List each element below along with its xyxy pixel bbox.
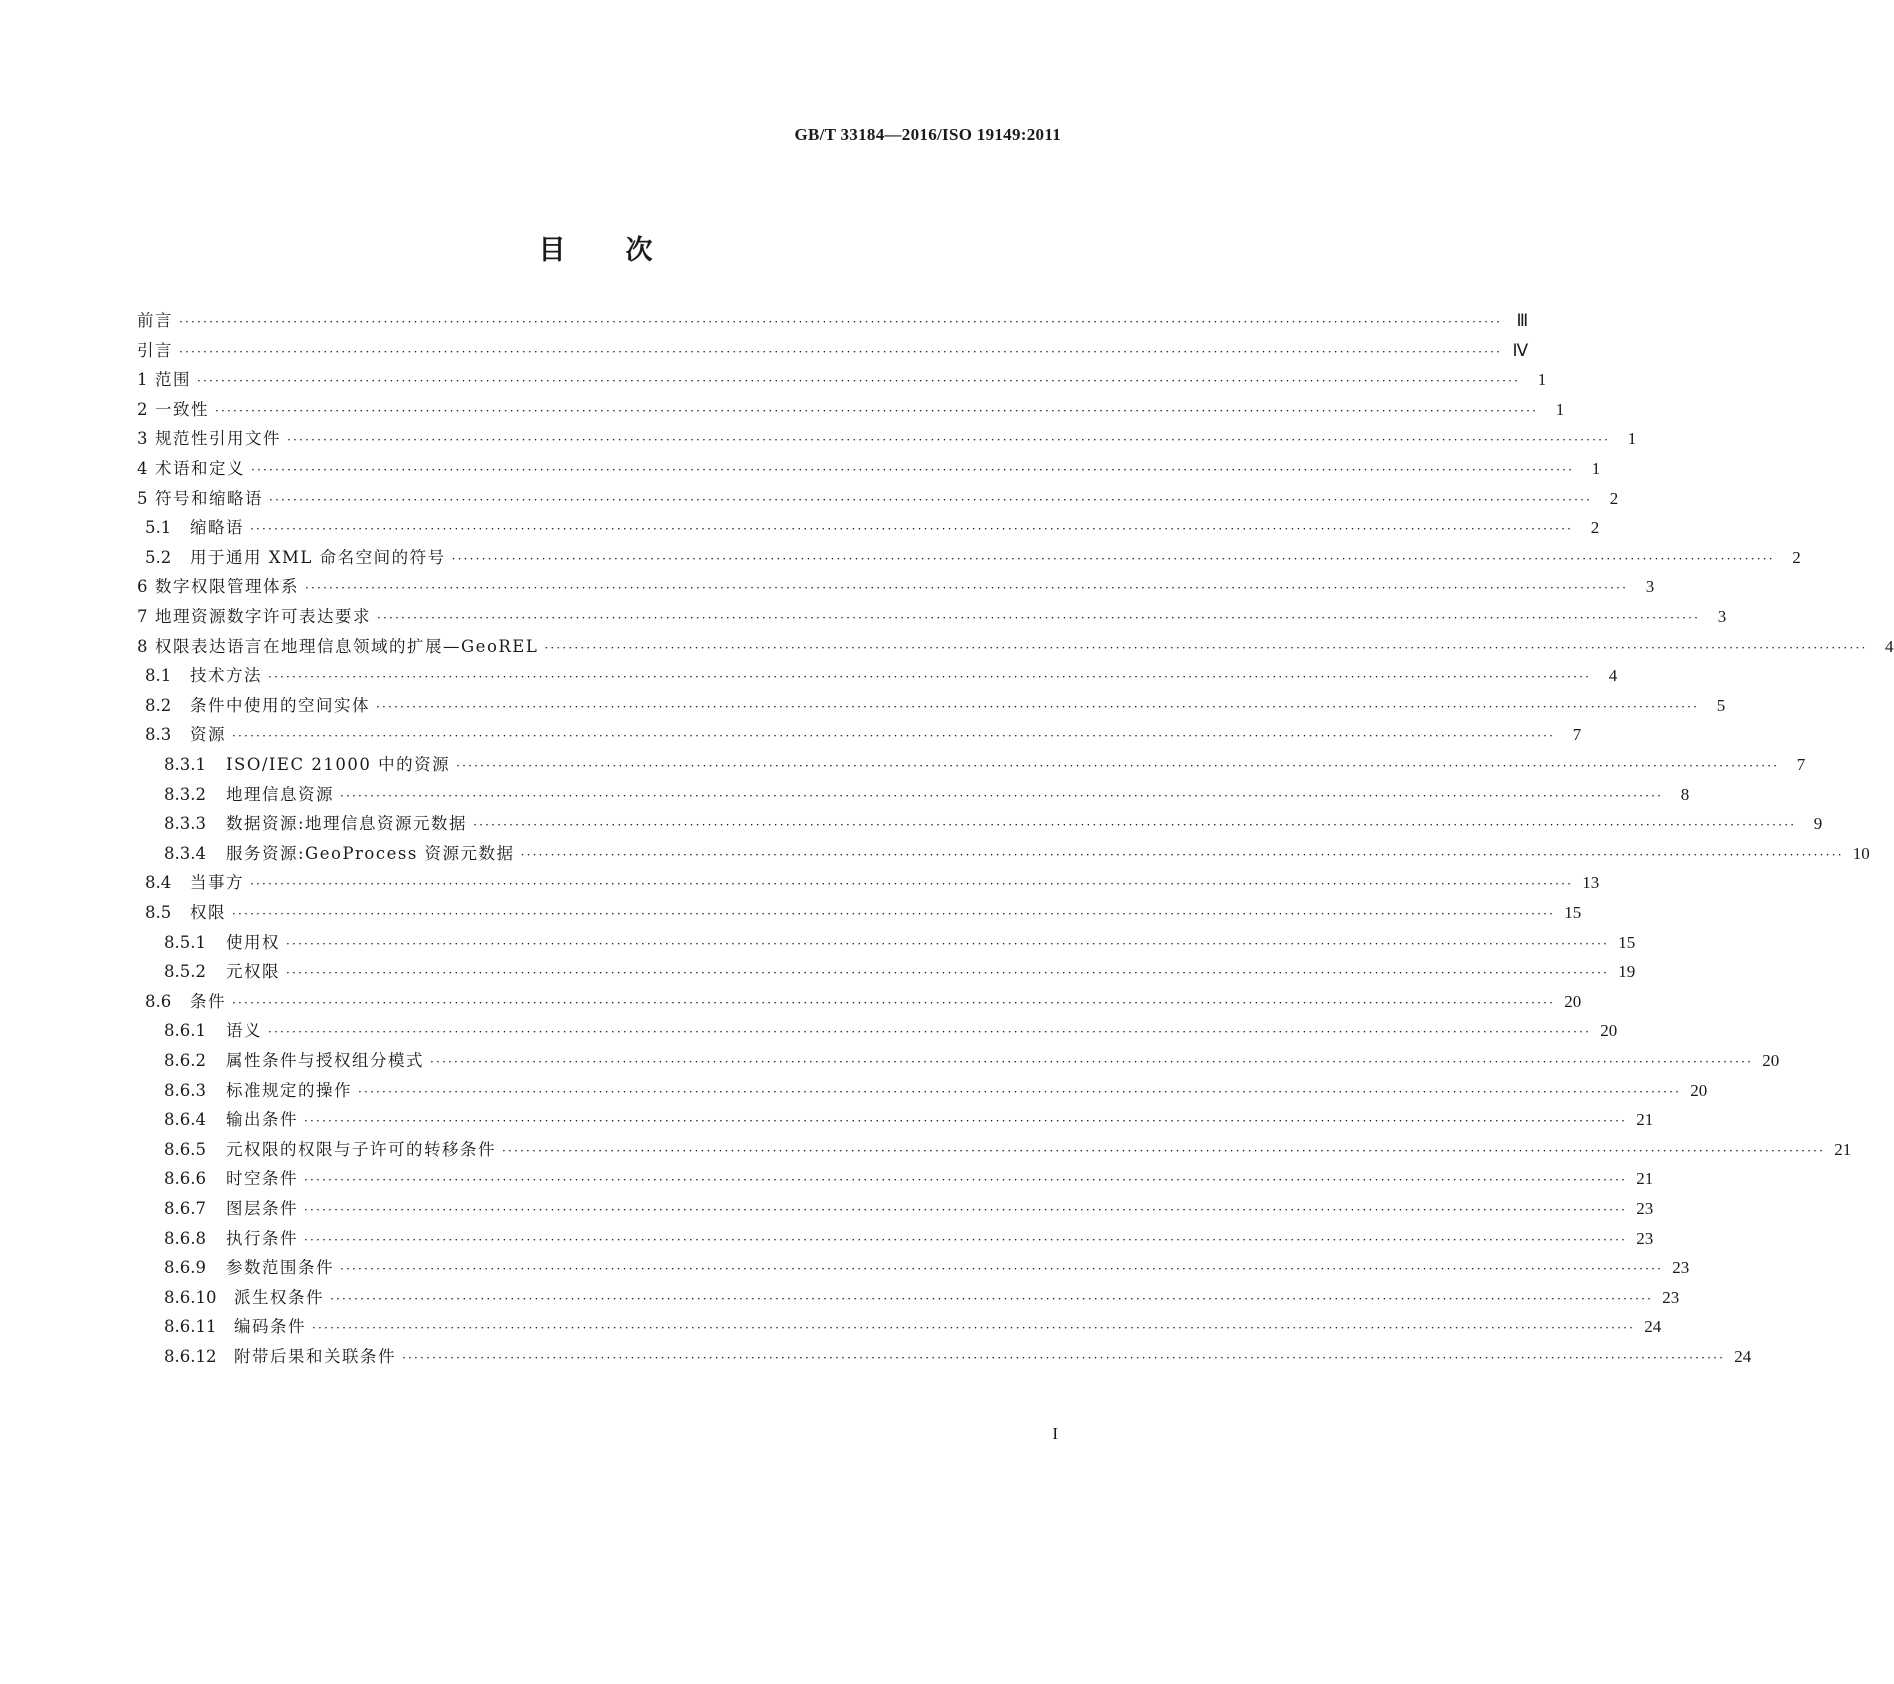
standard-code: GB/T 33184—2016/ISO 19149:2011 [794, 125, 1061, 144]
toc-entry-title: 地理信息资源 [226, 784, 334, 804]
toc-leader-dots: ···························································································································································································································· [287, 433, 1611, 448]
toc-entry-page: Ⅳ [1512, 340, 1529, 360]
toc-entry[interactable] [137, 1285, 1680, 1311]
toc-entry-title: 语义 [226, 1021, 262, 1041]
toc-entry-number: 1 [137, 370, 148, 390]
toc-entry-title: 编码条件 [234, 1317, 306, 1337]
toc-leader-dots: ···························································································································································································································· [376, 699, 1700, 714]
toc-entry-page: 23 [1672, 1258, 1690, 1278]
toc-entry-page: 9 [1813, 814, 1823, 834]
toc-entry-page: 1 [1537, 370, 1547, 390]
toc-entry-title: 条件 [190, 991, 226, 1011]
toc-entry-page: Ⅲ [1516, 311, 1529, 330]
toc-leader-dots: ···························································································································································································································· [304, 1173, 1628, 1188]
toc-entry-title: 附带后果和关联条件 [234, 1347, 396, 1366]
toc-leader-dots: ···························································································································································································································· [544, 640, 1868, 655]
toc-entry[interactable] [137, 1255, 1690, 1281]
toc-entry-number: 8.5.1 [164, 932, 206, 952]
toc-leader-dots: ···························································································································································································································· [286, 936, 1610, 951]
toc-entry-page: 2 [1590, 518, 1600, 538]
toc-entry-page: 7 [1572, 725, 1582, 745]
toc-entry-page: 23 [1636, 1199, 1654, 1218]
toc-entry[interactable] [137, 989, 1582, 1015]
toc-entry[interactable] [137, 397, 1565, 423]
toc-entry-title: 数据资源:地理信息资源元数据 [226, 814, 468, 834]
toc-entry[interactable] [137, 811, 1823, 837]
toc-entry-title: 服务资源:GeoProcess 资源元数据 [226, 843, 515, 863]
toc-entry-title: 符号和缩略语 [155, 488, 263, 508]
toc-leader-dots: ···························································································································································································································· [304, 1232, 1628, 1247]
toc-entry-page: 1 [1627, 429, 1637, 449]
toc-entry-title: 术语和定义 [155, 459, 245, 478]
toc-entry-number: 8.5 [145, 903, 172, 922]
toc-entry-title: 数字权限管理体系 [155, 577, 299, 597]
toc-entry-title: ISO/IEC 21000 中的资源 [226, 755, 451, 774]
toc-entry-title: 当事方 [190, 873, 244, 893]
toc-entry-page: 2 [1609, 488, 1619, 508]
toc-entry-number: 8.3.2 [164, 784, 206, 804]
toc-leader-dots: ···························································································································································································································· [402, 1351, 1726, 1365]
page-number: I [1052, 1424, 1058, 1443]
toc-leader-dots: ···························································································································································································································· [179, 344, 1503, 359]
toc-entry-page: 19 [1618, 962, 1636, 982]
toc-leader-dots: ···························································································································································································································· [179, 315, 1503, 329]
toc-entry[interactable] [137, 722, 1582, 748]
toc-entry-page: 2 [1792, 547, 1801, 567]
toc-entry-number: 8 [137, 636, 148, 656]
toc-entry-title: 图层条件 [226, 1199, 298, 1218]
toc-entry-page: 3 [1645, 577, 1655, 597]
toc-entry-title: 技术方法 [190, 666, 262, 686]
toc-entry-title: 执行条件 [226, 1228, 298, 1248]
toc-entry-number: 8.4 [145, 873, 172, 893]
toc-entry-number: 8.6 [145, 991, 172, 1011]
toc-entry[interactable] [137, 574, 1655, 600]
toc-leader-dots: ···························································································································································································································· [232, 729, 1556, 744]
toc-entry[interactable] [137, 870, 1600, 896]
toc-entry-page: 4 [1885, 636, 1894, 656]
toc-entry[interactable] [137, 1166, 1654, 1192]
toc-entry-number: 8.6.4 [164, 1110, 206, 1130]
toc-entry-title: 规范性引用文件 [155, 429, 281, 449]
toc-entry-title: 元权限 [226, 962, 280, 982]
toc-entry-title: 权限表达语言在地理信息领域的扩展—GeoREL [155, 636, 539, 656]
toc-entry[interactable] [137, 634, 1894, 660]
toc-entry-page: 20 [1564, 991, 1582, 1011]
toc-entry-title: 属性条件与授权组分模式 [226, 1051, 424, 1070]
toc-leader-dots: ···························································································································································································································· [269, 492, 1593, 507]
toc-entry-title: 地理资源数字许可表达要求 [155, 607, 371, 626]
toc-entry-number: 4 [137, 459, 148, 478]
toc-entry-page: 7 [1796, 755, 1806, 774]
toc-entry-page: 24 [1644, 1317, 1662, 1337]
toc-entry-title: 范围 [155, 370, 191, 390]
toc-entry-title: 时空条件 [226, 1169, 298, 1189]
toc-entry-number: 8.3.3 [164, 814, 206, 834]
toc-entry[interactable] [137, 308, 1529, 334]
toc-leader-dots: ···························································································································································································································· [304, 1203, 1628, 1217]
toc-entry-number: 8.3 [145, 725, 172, 745]
toc-entry-page: 1 [1555, 399, 1565, 419]
toc-entry[interactable] [137, 456, 1601, 482]
toc-entry-title: 输出条件 [226, 1110, 298, 1130]
toc-entry[interactable] [137, 1226, 1654, 1252]
toc-entry[interactable] [137, 900, 1582, 926]
toc-entry-title: 参数范围条件 [226, 1258, 334, 1278]
toc-leader-dots: ···························································································································································································································· [520, 847, 1844, 862]
toc-leader-dots: ···························································································································································································································· [502, 1143, 1826, 1158]
toc-entry-title: 条件中使用的空间实体 [190, 695, 370, 715]
toc-entry[interactable] [137, 1137, 1852, 1163]
toc-leader-dots: ···························································································································································································································· [312, 1321, 1636, 1336]
toc-entry-number: 8.6.2 [164, 1051, 206, 1070]
toc-entry-title: 派生权条件 [234, 1287, 324, 1307]
toc-entry-number: 8.3.4 [164, 843, 206, 863]
toc-entry[interactable] [137, 486, 1619, 512]
toc-entry[interactable] [137, 1078, 1708, 1104]
toc-leader-dots: ···························································································································································································································· [250, 522, 1574, 537]
toc-entry-number: 8.6.10 [164, 1287, 217, 1307]
toc-entry-number: 8.6.9 [164, 1258, 206, 1278]
toc-entry-page: 21 [1636, 1169, 1654, 1189]
toc-leader-dots: ···························································································································································································································· [340, 1262, 1664, 1277]
toc-entry-title: 权限 [190, 903, 226, 922]
toc-entry[interactable] [137, 604, 1727, 630]
toc-leader-dots: ···························································································································································································································· [430, 1055, 1754, 1069]
toc-entry-page: 8 [1680, 784, 1690, 804]
toc-entry-title: 元权限的权限与子许可的转移条件 [226, 1139, 496, 1159]
toc-leader-dots: ···························································································································································································································· [268, 670, 1592, 685]
toc-entry-number: 8.6.8 [164, 1228, 206, 1248]
toc-leader-dots: ···························································································································································································································· [377, 611, 1701, 625]
toc-entry-number: 3 [137, 429, 148, 449]
toc-entry-number: 8.6.7 [164, 1199, 206, 1218]
toc-entry-number: 5.2 [145, 547, 172, 567]
toc-entry-title: 一致性 [155, 399, 209, 419]
toc-leader-dots: ···························································································································································································································· [340, 788, 1664, 803]
toc-entry-number: 8.5.2 [164, 962, 206, 982]
toc-entry-page: 1 [1591, 459, 1601, 478]
toc-leader-dots: ···························································································································································································································· [451, 551, 1775, 566]
toc-entry-title: 前言 [137, 311, 173, 330]
toc-leader-dots: ···························································································································································································································· [305, 581, 1629, 596]
toc-entry[interactable] [137, 1048, 1780, 1074]
toc-entry[interactable] [137, 515, 1600, 541]
toc-entry[interactable] [137, 1107, 1654, 1133]
toc-entry[interactable] [137, 338, 1529, 364]
toc-entry-title: 用于通用 XML 命名空间的符号 [190, 547, 446, 567]
toc-entry[interactable] [137, 959, 1636, 985]
toc-leader-dots: ···························································································································································································································· [232, 907, 1556, 921]
toc-entry[interactable] [137, 426, 1637, 452]
toc-entry[interactable] [137, 1314, 1662, 1340]
toc-entry-page: 20 [1690, 1080, 1708, 1100]
toc-entry[interactable] [137, 1196, 1654, 1222]
toc-leader-dots: ···························································································································································································································· [215, 403, 1539, 418]
toc-entry-number: 8.6.1 [164, 1021, 206, 1041]
toc-entry[interactable] [137, 782, 1690, 808]
toc-leader-dots: ···························································································································································································································· [251, 463, 1575, 477]
toc-entry-page: 10 [1852, 843, 1870, 863]
toc-entry-number: 8.2 [145, 695, 172, 715]
toc-entry-page: 13 [1582, 873, 1600, 893]
toc-entry-number: 8.6.12 [164, 1347, 217, 1366]
toc-entry-title: 使用权 [226, 932, 280, 952]
toc-leader-dots: ···························································································································································································································· [473, 818, 1797, 833]
toc-leader-dots: ···························································································································································································································· [232, 995, 1556, 1010]
toc-entry[interactable] [137, 693, 1726, 719]
toc-entry-page: 23 [1636, 1228, 1654, 1248]
toc-entry-page: 21 [1636, 1110, 1654, 1130]
toc-entry-page: 15 [1618, 932, 1636, 952]
toc-entry-number: 8.6.11 [164, 1317, 217, 1337]
toc-entry-number: 8.1 [145, 666, 172, 686]
toc-entry-page: 5 [1716, 695, 1726, 715]
toc-leader-dots: ···························································································································································································································· [330, 1291, 1654, 1306]
toc-entry-number: 8.3.1 [164, 755, 206, 774]
toc-entry-page: 21 [1834, 1139, 1852, 1159]
toc-entry-title: 缩略语 [190, 518, 244, 538]
toc-entry-page: 3 [1717, 607, 1727, 626]
toc-entry[interactable] [137, 663, 1618, 689]
toc-entry-number: 2 [137, 399, 148, 419]
toc-entry-number: 8.6.6 [164, 1169, 206, 1189]
toc-entry-number: 5.1 [145, 518, 172, 538]
toc-leader-dots: ···························································································································································································································· [456, 759, 1780, 773]
toc-leader-dots: ···························································································································································································································· [250, 877, 1574, 892]
toc-entry-page: 15 [1564, 903, 1582, 922]
toc-entry[interactable] [137, 367, 1547, 393]
toc-entry[interactable] [137, 841, 1870, 867]
toc-entry-title: 资源 [190, 725, 226, 745]
toc-entry-number: 8.6.5 [164, 1139, 206, 1159]
toc-leader-dots: ···························································································································································································································· [197, 374, 1521, 389]
toc-title: 目次 [538, 235, 713, 266]
toc-entry-page: 4 [1608, 666, 1618, 686]
toc-entry[interactable] [137, 1344, 1752, 1370]
toc-entry[interactable] [137, 1018, 1618, 1044]
toc-entry-page: 23 [1662, 1287, 1680, 1307]
toc-entry-number: 7 [137, 607, 148, 626]
toc-leader-dots: ···························································································································································································································· [286, 966, 1610, 981]
toc-entry-number: 6 [137, 577, 148, 597]
toc-entry-page: 24 [1734, 1347, 1752, 1366]
toc-entry-number: 5 [137, 488, 148, 508]
toc-entry-number: 8.6.3 [164, 1080, 206, 1100]
toc-leader-dots: ···························································································································································································································· [358, 1084, 1682, 1099]
toc-entry-title: 标准规定的操作 [226, 1080, 352, 1100]
toc-entry[interactable] [137, 930, 1636, 956]
toc-entry-page: 20 [1762, 1051, 1780, 1070]
toc-entry-page: 20 [1600, 1021, 1618, 1041]
toc-entry-title: 引言 [137, 340, 173, 360]
toc-leader-dots: ···························································································································································································································· [304, 1114, 1628, 1129]
toc-entry[interactable] [137, 752, 1806, 778]
toc-entry[interactable] [137, 545, 1801, 571]
toc-leader-dots: ···························································································································································································································· [268, 1025, 1592, 1040]
